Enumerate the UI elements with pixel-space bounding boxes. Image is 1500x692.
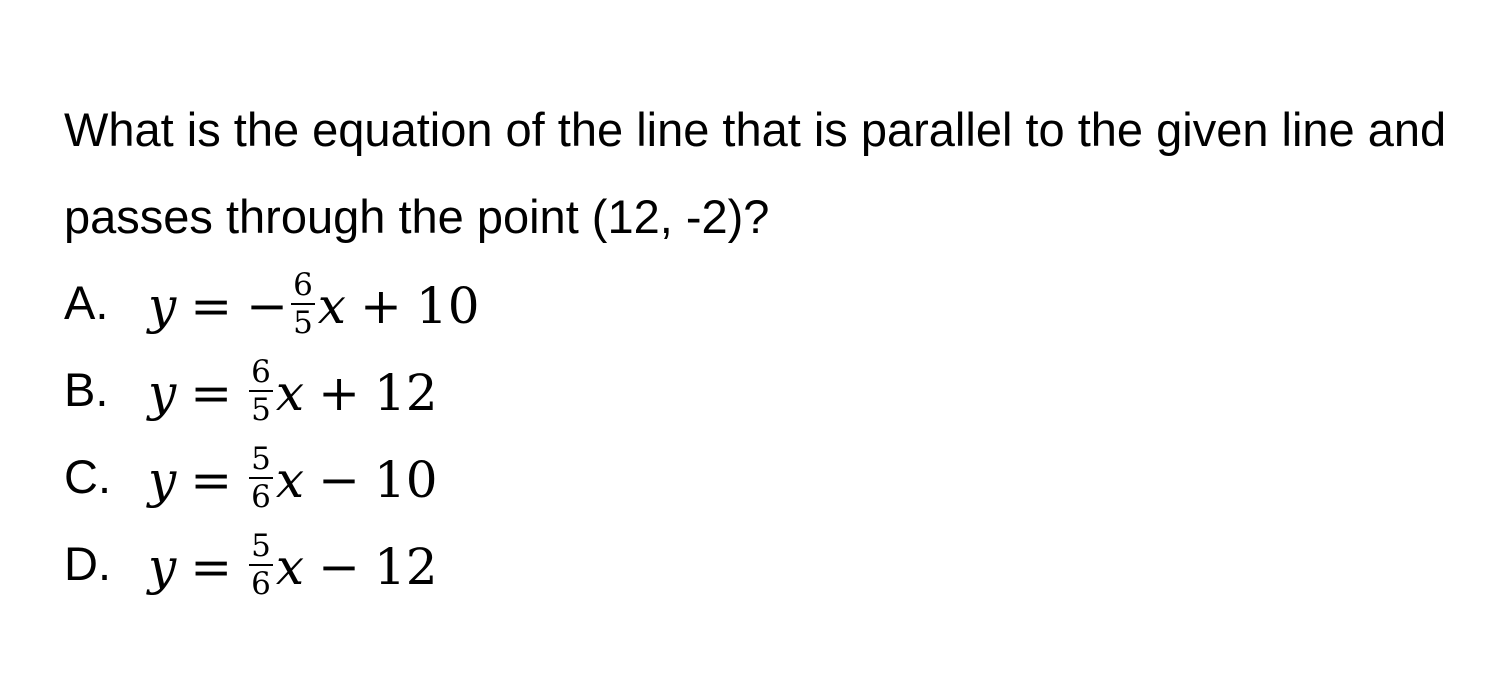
option-equation xyxy=(148,523,438,610)
option-equation xyxy=(148,436,438,523)
slope-denominator: 6 xyxy=(251,478,271,515)
equals-sign: = xyxy=(190,363,233,422)
slope-fraction xyxy=(249,442,273,514)
slope-fraction xyxy=(249,355,273,427)
equals-sign: = xyxy=(190,450,233,509)
slope-fraction xyxy=(249,529,273,601)
equation-lhs: y xyxy=(148,537,177,596)
answer-options xyxy=(64,262,1464,610)
equals-sign: = xyxy=(190,537,233,596)
slope-numerator: 5 xyxy=(251,440,271,477)
option-letter: B. xyxy=(64,363,109,416)
equals-sign: = xyxy=(190,276,233,335)
intercept-constant: 10 xyxy=(415,276,480,335)
slope-numerator: 5 xyxy=(251,527,271,564)
option-a[interactable] xyxy=(64,262,1464,349)
slope-denominator: 5 xyxy=(293,304,313,341)
option-equation xyxy=(148,262,480,349)
option-d[interactable] xyxy=(64,523,1464,610)
slope-denominator: 6 xyxy=(251,565,271,602)
option-c[interactable] xyxy=(64,436,1464,523)
slope-denominator: 5 xyxy=(251,391,271,428)
option-b[interactable] xyxy=(64,349,1464,436)
equation-variable: x xyxy=(317,276,346,335)
intercept-constant: 12 xyxy=(374,363,438,422)
intercept-constant: 10 xyxy=(374,450,438,509)
slope-numerator: 6 xyxy=(293,266,313,303)
slope-sign: − xyxy=(246,276,289,335)
intercept-constant: 12 xyxy=(374,537,438,596)
option-letter: A. xyxy=(64,276,109,329)
equation-variable: x xyxy=(275,450,305,509)
option-letter: C. xyxy=(64,450,111,503)
operator: + xyxy=(318,363,360,422)
equation-lhs: y xyxy=(148,276,177,335)
slope-numerator: 6 xyxy=(251,353,271,390)
slope-fraction xyxy=(291,268,315,340)
question-text: What is the equation of the line that is parallel to the given line and passes through the point (12, -2)? xyxy=(64,103,1447,243)
equation-variable: x xyxy=(275,537,305,596)
operator: − xyxy=(318,537,360,596)
equation-lhs: y xyxy=(148,450,177,509)
operator: + xyxy=(360,276,402,335)
equation-lhs: y xyxy=(148,363,177,422)
operator: − xyxy=(318,450,360,509)
equation-variable: x xyxy=(275,363,305,422)
option-equation xyxy=(148,349,438,436)
option-letter: D. xyxy=(64,537,111,590)
